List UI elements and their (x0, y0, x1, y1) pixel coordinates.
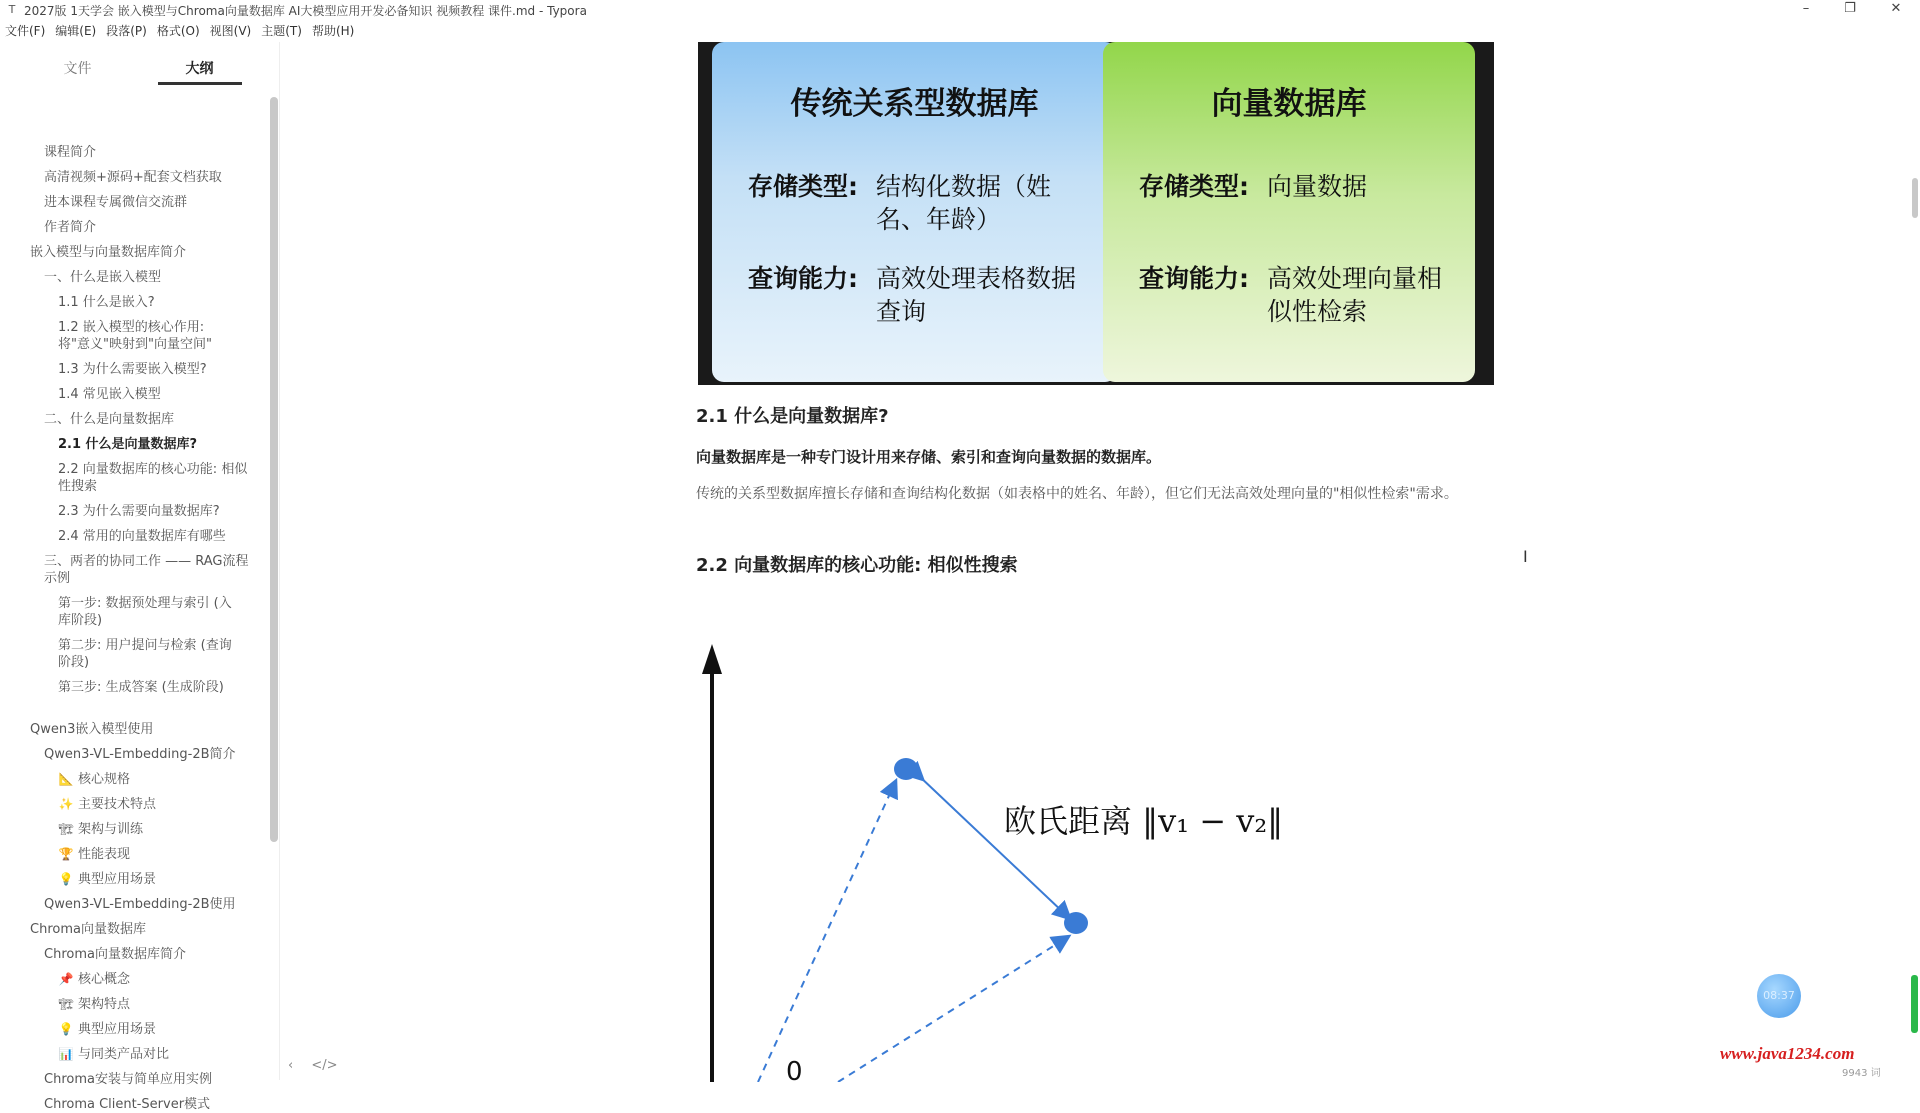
outline-item[interactable]: 1.1 什么是嵌入? (58, 295, 155, 310)
minimize-button[interactable]: – (1802, 1, 1810, 16)
editor-scrollbar[interactable] (1912, 178, 1918, 218)
outline-item[interactable]: 2.2 向量数据库的核心功能: 相似性搜索 (58, 462, 248, 494)
outline-item[interactable]: 一、什么是嵌入模型 (44, 270, 162, 285)
bar-chart-icon: 📊 (58, 1047, 74, 1061)
menu-bar (0, 22, 1920, 40)
euclidean-distance-figure (698, 602, 1498, 1082)
outline-item[interactable]: 💡 典型应用场景 (58, 1022, 157, 1037)
distance-line (918, 775, 1065, 914)
outline-item[interactable]: 第三步: 生成答案 (生成阶段) (58, 680, 224, 695)
outline-item[interactable]: 第二步: 用户提问与检索 (查询阶段) (58, 638, 232, 670)
outline-item[interactable]: 第一步: 数据预处理与索引 (入库阶段) (58, 596, 232, 628)
outline-item[interactable]: Qwen3-VL-Embedding-2B简介 (44, 747, 236, 762)
query-key: 查询能力: (1139, 264, 1249, 293)
outline-item[interactable]: 二、什么是向量数据库 (44, 412, 175, 427)
sparkles-icon: ✨ (58, 797, 74, 811)
tab-outline[interactable]: 大纲 (185, 61, 214, 77)
outline-item[interactable]: 📐 核心规格 (58, 772, 131, 787)
text-cursor-icon: I (1523, 547, 1528, 566)
point-v1 (894, 758, 918, 780)
query-row (748, 262, 1108, 332)
y-axis-arrow-icon (702, 644, 722, 674)
outline-item[interactable]: 作者简介 (44, 220, 97, 235)
title-bar (0, 0, 1920, 20)
vector-v1-line (758, 787, 893, 1082)
outline-item[interactable]: Chroma安装与简单应用实例 (44, 1072, 212, 1087)
outline-item[interactable]: 💡 典型应用场景 (58, 872, 157, 887)
sidebar-tabs (0, 42, 280, 88)
storage-value: 向量数据 (1267, 172, 1368, 201)
outline-item[interactable]: 1.2 嵌入模型的核心作用: 将"意义"映射到"向量空间" (58, 320, 212, 352)
outline-item[interactable]: 高清视频+源码+配套文档获取 (44, 170, 222, 185)
distance-label: 欧氏距离 ‖v₁ − v₂‖ (1004, 802, 1284, 840)
outline-item[interactable]: 🏗 架构与训练 (58, 822, 144, 837)
heading-2-1[interactable]: 2.1 什么是向量数据库? (696, 406, 889, 427)
outline-item[interactable]: 进本课程专属微信交流群 (44, 195, 188, 210)
paragraph-body[interactable]: 传统的关系型数据库擅长存储和查询结构化数据（如表格中的姓名、年龄），但它们无法高效处理向量的"相似性检索"需求。 (696, 486, 1458, 502)
close-button[interactable]: ✕ (1890, 1, 1902, 16)
query-row (1139, 262, 1469, 332)
outline-item[interactable]: 🏆 性能表现 (58, 847, 131, 862)
source-code-icon[interactable]: </> (311, 1058, 338, 1073)
vector-db-panel (1103, 42, 1475, 382)
outline-item[interactable]: 2.3 为什么需要向量数据库? (58, 504, 220, 519)
outline-item[interactable]: ✨ 主要技术特点 (58, 797, 157, 812)
sidebar (0, 42, 280, 1112)
timer-badge[interactable]: 08:37 (1757, 974, 1801, 1018)
outline-item[interactable]: 1.4 常见嵌入模型 (58, 387, 161, 402)
point-v2 (1064, 912, 1088, 934)
active-tab-indicator (158, 82, 242, 85)
storage-row (748, 170, 1108, 240)
storage-row (1139, 170, 1469, 210)
panel-title: 向量数据库 (1211, 86, 1367, 122)
query-value: 高效处理表格数据查询 (876, 264, 1077, 326)
relational-db-panel (712, 42, 1117, 382)
menu-view[interactable]: 视图(V) (209, 24, 252, 38)
storage-key: 存储类型: (1139, 172, 1249, 201)
outline-item[interactable]: 1.3 为什么需要嵌入模型? (58, 362, 207, 377)
construction-icon: 🏗 (58, 997, 74, 1011)
outline-item[interactable]: Qwen3嵌入模型使用 (30, 722, 154, 737)
outline-item[interactable]: 三、两者的协同工作 —— RAG流程示例 (44, 554, 249, 586)
tab-files[interactable]: 文件 (63, 61, 92, 77)
outline-item[interactable]: 课程简介 (44, 145, 97, 160)
sidebar-scrollbar[interactable] (270, 97, 278, 842)
maximize-button[interactable]: ❐ (1844, 1, 1856, 16)
ruler-icon: 📐 (58, 772, 74, 786)
outline-item[interactable]: Chroma向量数据库简介 (44, 947, 186, 962)
menu-theme[interactable]: 主题(T) (261, 24, 302, 38)
menu-help[interactable]: 帮助(H) (311, 24, 355, 38)
comparison-image (698, 42, 1494, 385)
storage-key: 存储类型: (748, 172, 858, 201)
construction-icon: 🏗 (58, 822, 74, 836)
menu-format[interactable]: 格式(O) (156, 24, 200, 38)
lightbulb-icon: 💡 (58, 1022, 74, 1036)
outline-item[interactable]: 📌 核心概念 (58, 972, 131, 987)
heading-2-2[interactable]: 2.2 向量数据库的核心功能: 相似性搜索 (696, 555, 1018, 576)
menu-paragraph[interactable]: 段落(P) (106, 24, 147, 38)
window-title: 2027版 1天学会 嵌入模型与Chroma向量数据库 AI大模型应用开发必备知识 视频教程 课件.md - Typora (24, 3, 587, 18)
editor-content[interactable] (280, 42, 1920, 1080)
typora-logo-icon: T (8, 3, 16, 16)
outline-item[interactable]: 📊 与同类产品对比 (58, 1047, 170, 1062)
back-chevron-icon[interactable]: ‹ (288, 1058, 294, 1073)
side-indicator (1911, 975, 1918, 1033)
paragraph-definition[interactable]: 向量数据库是一种专门设计用来存储、索引和查询向量数据的数据库。 (696, 448, 1162, 466)
word-count[interactable]: 9943 词 (1842, 1068, 1881, 1079)
outline-item[interactable]: 2.4 常用的向量数据库有哪些 (58, 529, 226, 544)
origin-label: 0 (786, 1057, 803, 1082)
panel-title: 传统关系型数据库 (790, 86, 1039, 122)
outline-item-current[interactable]: 2.1 什么是向量数据库? (58, 437, 198, 452)
watermark: www.java1234.com (1720, 1044, 1855, 1063)
lightbulb-icon: 💡 (58, 872, 74, 886)
pushpin-icon: 📌 (58, 972, 74, 986)
trophy-icon: 🏆 (58, 847, 74, 861)
query-key: 查询能力: (748, 264, 858, 293)
vector-v2-line (838, 940, 1063, 1082)
menu-edit[interactable]: 编辑(E) (55, 24, 97, 38)
outline-item[interactable]: Chroma Client-Server模式 (44, 1097, 211, 1112)
outline-item[interactable]: Qwen3-VL-Embedding-2B使用 (44, 897, 236, 912)
outline-item[interactable]: 嵌入模型与向量数据库简介 (30, 245, 187, 260)
query-value: 高效处理向量相似性检索 (1267, 264, 1443, 326)
storage-value: 结构化数据（姓名、年龄） (876, 172, 1052, 234)
menu-file[interactable]: 文件(F) (5, 24, 46, 38)
outline-item[interactable]: Chroma向量数据库 (30, 922, 146, 937)
outline-item[interactable]: 🏗 架构特点 (58, 997, 131, 1012)
